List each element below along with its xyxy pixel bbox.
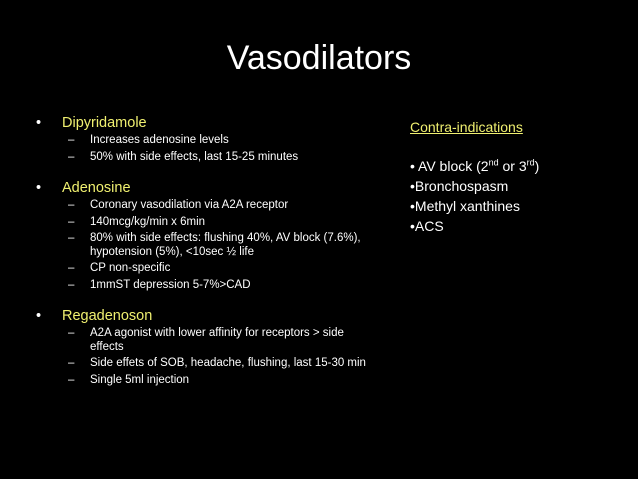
av-block-middle: or 3 (498, 158, 527, 174)
list-item-text: Increases adenosine levels (90, 134, 229, 146)
section-heading-label: Adenosine (62, 180, 131, 196)
list-item-text: 50% with side effects, last 15-25 minutes (90, 150, 299, 163)
dash-icon: – (68, 278, 75, 291)
section-heading-label: Regadenoson (62, 308, 153, 324)
list-item (32, 232, 377, 259)
contraindication-item: •Methyl xanthines (410, 198, 520, 214)
list-item-text: Single 5ml injection (90, 373, 190, 386)
list-item-text: 1mmST depression 5-7%>CAD (90, 278, 251, 291)
list-item-text: Side effets of SOB, headache, flushing, last 15-30 min (90, 357, 366, 369)
contraindications-heading: Contra-indications (410, 119, 523, 135)
list-item (32, 199, 377, 213)
dash-icon: – (68, 150, 75, 163)
list-item-text: 140mcg/kg/min x 6min (90, 215, 206, 228)
dash-icon: – (68, 215, 75, 228)
av-block-suffix: ) (534, 158, 540, 174)
dash-icon: – (68, 134, 75, 146)
bullet-icon: • (36, 115, 42, 131)
list-item (32, 216, 377, 230)
contraindications-panel (410, 117, 625, 236)
av-block-sup-nd: nd (488, 157, 499, 168)
section-heading-label: Dipyridamole (62, 115, 147, 131)
dash-icon: – (68, 373, 75, 386)
sub-list (32, 134, 377, 164)
section-regadenoson (32, 306, 377, 387)
dash-icon: – (68, 232, 75, 244)
list-item-text: A2A agonist with lower affinity for receptors > side effects (90, 327, 344, 353)
av-block-prefix: • AV block (2 (410, 158, 489, 174)
list-item (32, 262, 377, 276)
drug-list (32, 113, 377, 401)
list-item (32, 357, 377, 371)
list-item (32, 134, 377, 148)
contraindication-item: •ACS (410, 218, 444, 234)
av-block-sup-rd: rd (526, 157, 535, 168)
dash-icon: – (68, 327, 75, 339)
section-dipyridamole (32, 113, 377, 164)
section-adenosine (32, 178, 377, 292)
contraindication-av-block (410, 156, 625, 176)
sub-list (32, 199, 377, 292)
slide-title: Vasodilators (226, 39, 412, 77)
list-item (32, 279, 377, 293)
list-item (32, 374, 377, 388)
list-item (32, 327, 377, 354)
list-item-text: Coronary vasodilation via A2A receptor (90, 199, 289, 211)
list-item-text: CP non-specific (90, 262, 171, 274)
section-heading (32, 306, 377, 326)
section-heading (32, 113, 377, 133)
contraindication-item: •Bronchospasm (410, 178, 509, 194)
bullet-icon: • (36, 308, 42, 324)
list-item-text: 80% with side effects: flushing 40%, AV block (7.6%), hypotension (5%), <10sec ½ life (90, 232, 361, 258)
dash-icon: – (68, 357, 75, 369)
sub-list (32, 327, 377, 387)
bullet-icon: • (36, 180, 42, 196)
dash-icon: – (68, 199, 75, 211)
section-heading (32, 178, 377, 198)
list-item (32, 151, 377, 165)
dash-icon: – (68, 262, 75, 274)
